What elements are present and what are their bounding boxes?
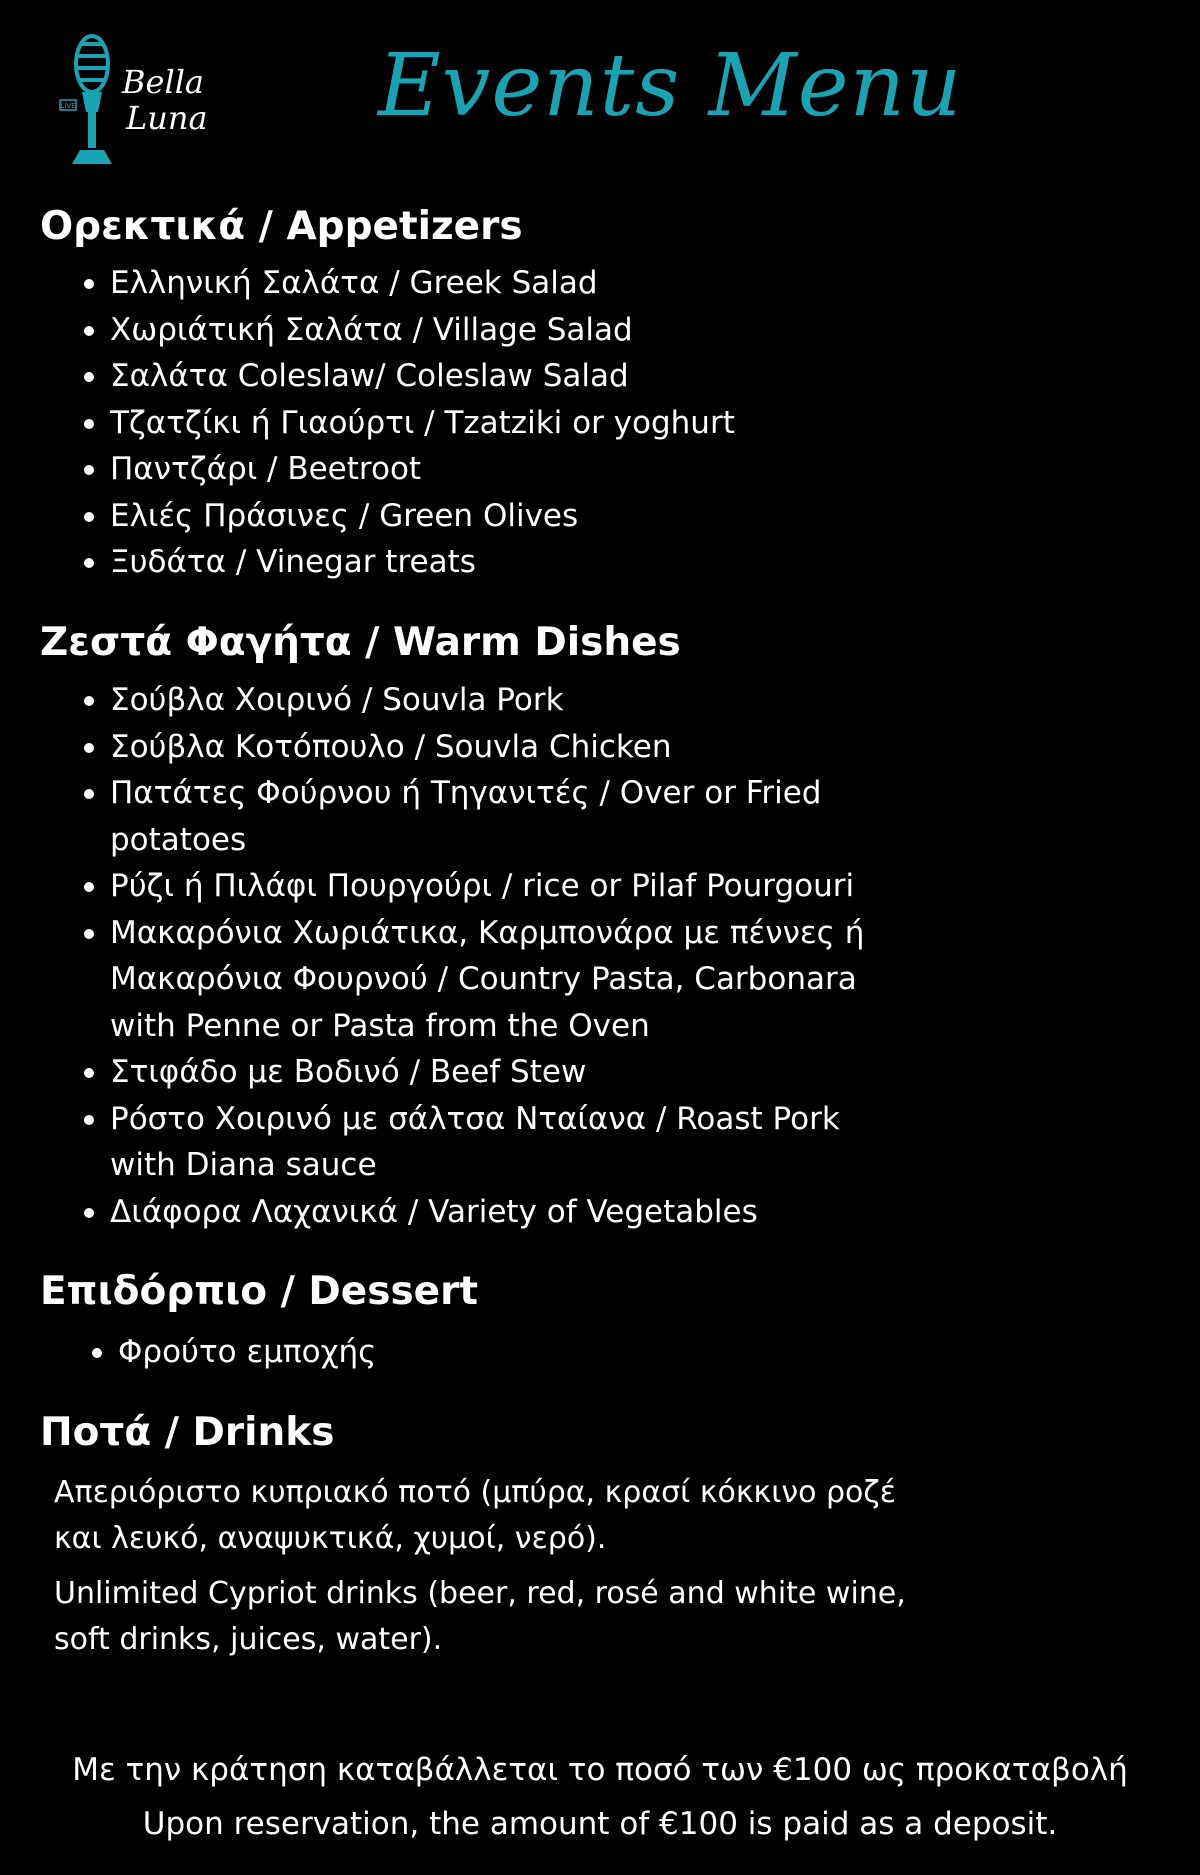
list-item: Σαλάτα Coleslaw/ Coleslaw Salad <box>110 353 910 400</box>
warm-dishes-heading: Ζεστά Φαγήτα / Warm Dishes <box>40 620 681 665</box>
deposit-note-english: Upon reservation, the amount of €100 is paid as a deposit. <box>142 1806 1058 1842</box>
drinks-greek: Απεριόριστο κυπριακό ποτό (μπύρα, κρασί κόκκινο ροζέ και λευκό, αναψυκτικά, χυμοί, νερό). <box>54 1475 896 1556</box>
list-item: Σούβλα Χοιρινό / Souvla Pork <box>110 677 910 724</box>
warm-dishes-list <box>110 677 910 1235</box>
drinks-english: Unlimited Cypriot drinks (beer, red, rosé and white wine, soft drinks, juices, water). <box>54 1576 906 1657</box>
list-item: Παντζάρι / Beetroot <box>110 446 910 493</box>
appetizers-heading: Ορεκτικά / Appetizers <box>40 204 523 249</box>
appetizers-list <box>110 260 910 586</box>
list-item: Σούβλα Κοτόπουλο / Souvla Chicken <box>110 724 910 771</box>
list-item: Ρόστο Χοιρινό με σάλτσα Νταίανα / Roast Pork with Diana sauce <box>110 1096 870 1189</box>
logo <box>58 30 228 170</box>
list-item: Τζατζίκι ή Γιαούρτι / Tzatziki or yoghurt <box>110 400 910 447</box>
list-item: Ρύζι ή Πιλάφι Πουργούρι / rice or Pilaf Pourgouri <box>110 863 910 910</box>
list-item: Στιφάδο με Βοδινό / Beef Stew <box>110 1049 910 1096</box>
list-item: Φρούτο εμποχής <box>118 1329 918 1376</box>
logo-text <box>122 64 208 136</box>
list-item: Ξυδάτα / Vinegar treats <box>110 539 910 586</box>
logo-line-2: Luna <box>126 99 208 137</box>
microphone-icon <box>58 30 128 170</box>
dessert-heading: Επιδόρπιο / Dessert <box>40 1269 479 1314</box>
logo-badge: LIVE <box>60 102 76 110</box>
list-item: Διάφορα Λαχανικά / Variety of Vegetables <box>110 1189 910 1236</box>
logo-line-1: Bella <box>122 63 204 101</box>
page-title: Events Menu <box>378 36 963 136</box>
list-item: Πατάτες Φούρνου ή Τηγανιτές / Over or Fried potatoes <box>110 770 870 863</box>
list-item: Μακαρόνια Χωριάτικα, Καρμπονάρα με πέννες ή Μακαρόνια Φουρνού / Country Pasta, Carbonara with Penne or Pasta from the Oven <box>110 910 900 1050</box>
deposit-note-greek: Με την κράτηση καταβάλλεται το ποσό των €100 ως προκαταβολή <box>72 1752 1128 1788</box>
list-item: Ελληνική Σαλάτα / Greek Salad <box>110 260 910 307</box>
list-item: Ελιές Πράσινες / Green Olives <box>110 493 910 540</box>
drinks-heading: Ποτά / Drinks <box>40 1410 335 1455</box>
list-item: Χωριάτική Σαλάτα / Village Salad <box>110 307 910 354</box>
dessert-list <box>118 1329 918 1376</box>
